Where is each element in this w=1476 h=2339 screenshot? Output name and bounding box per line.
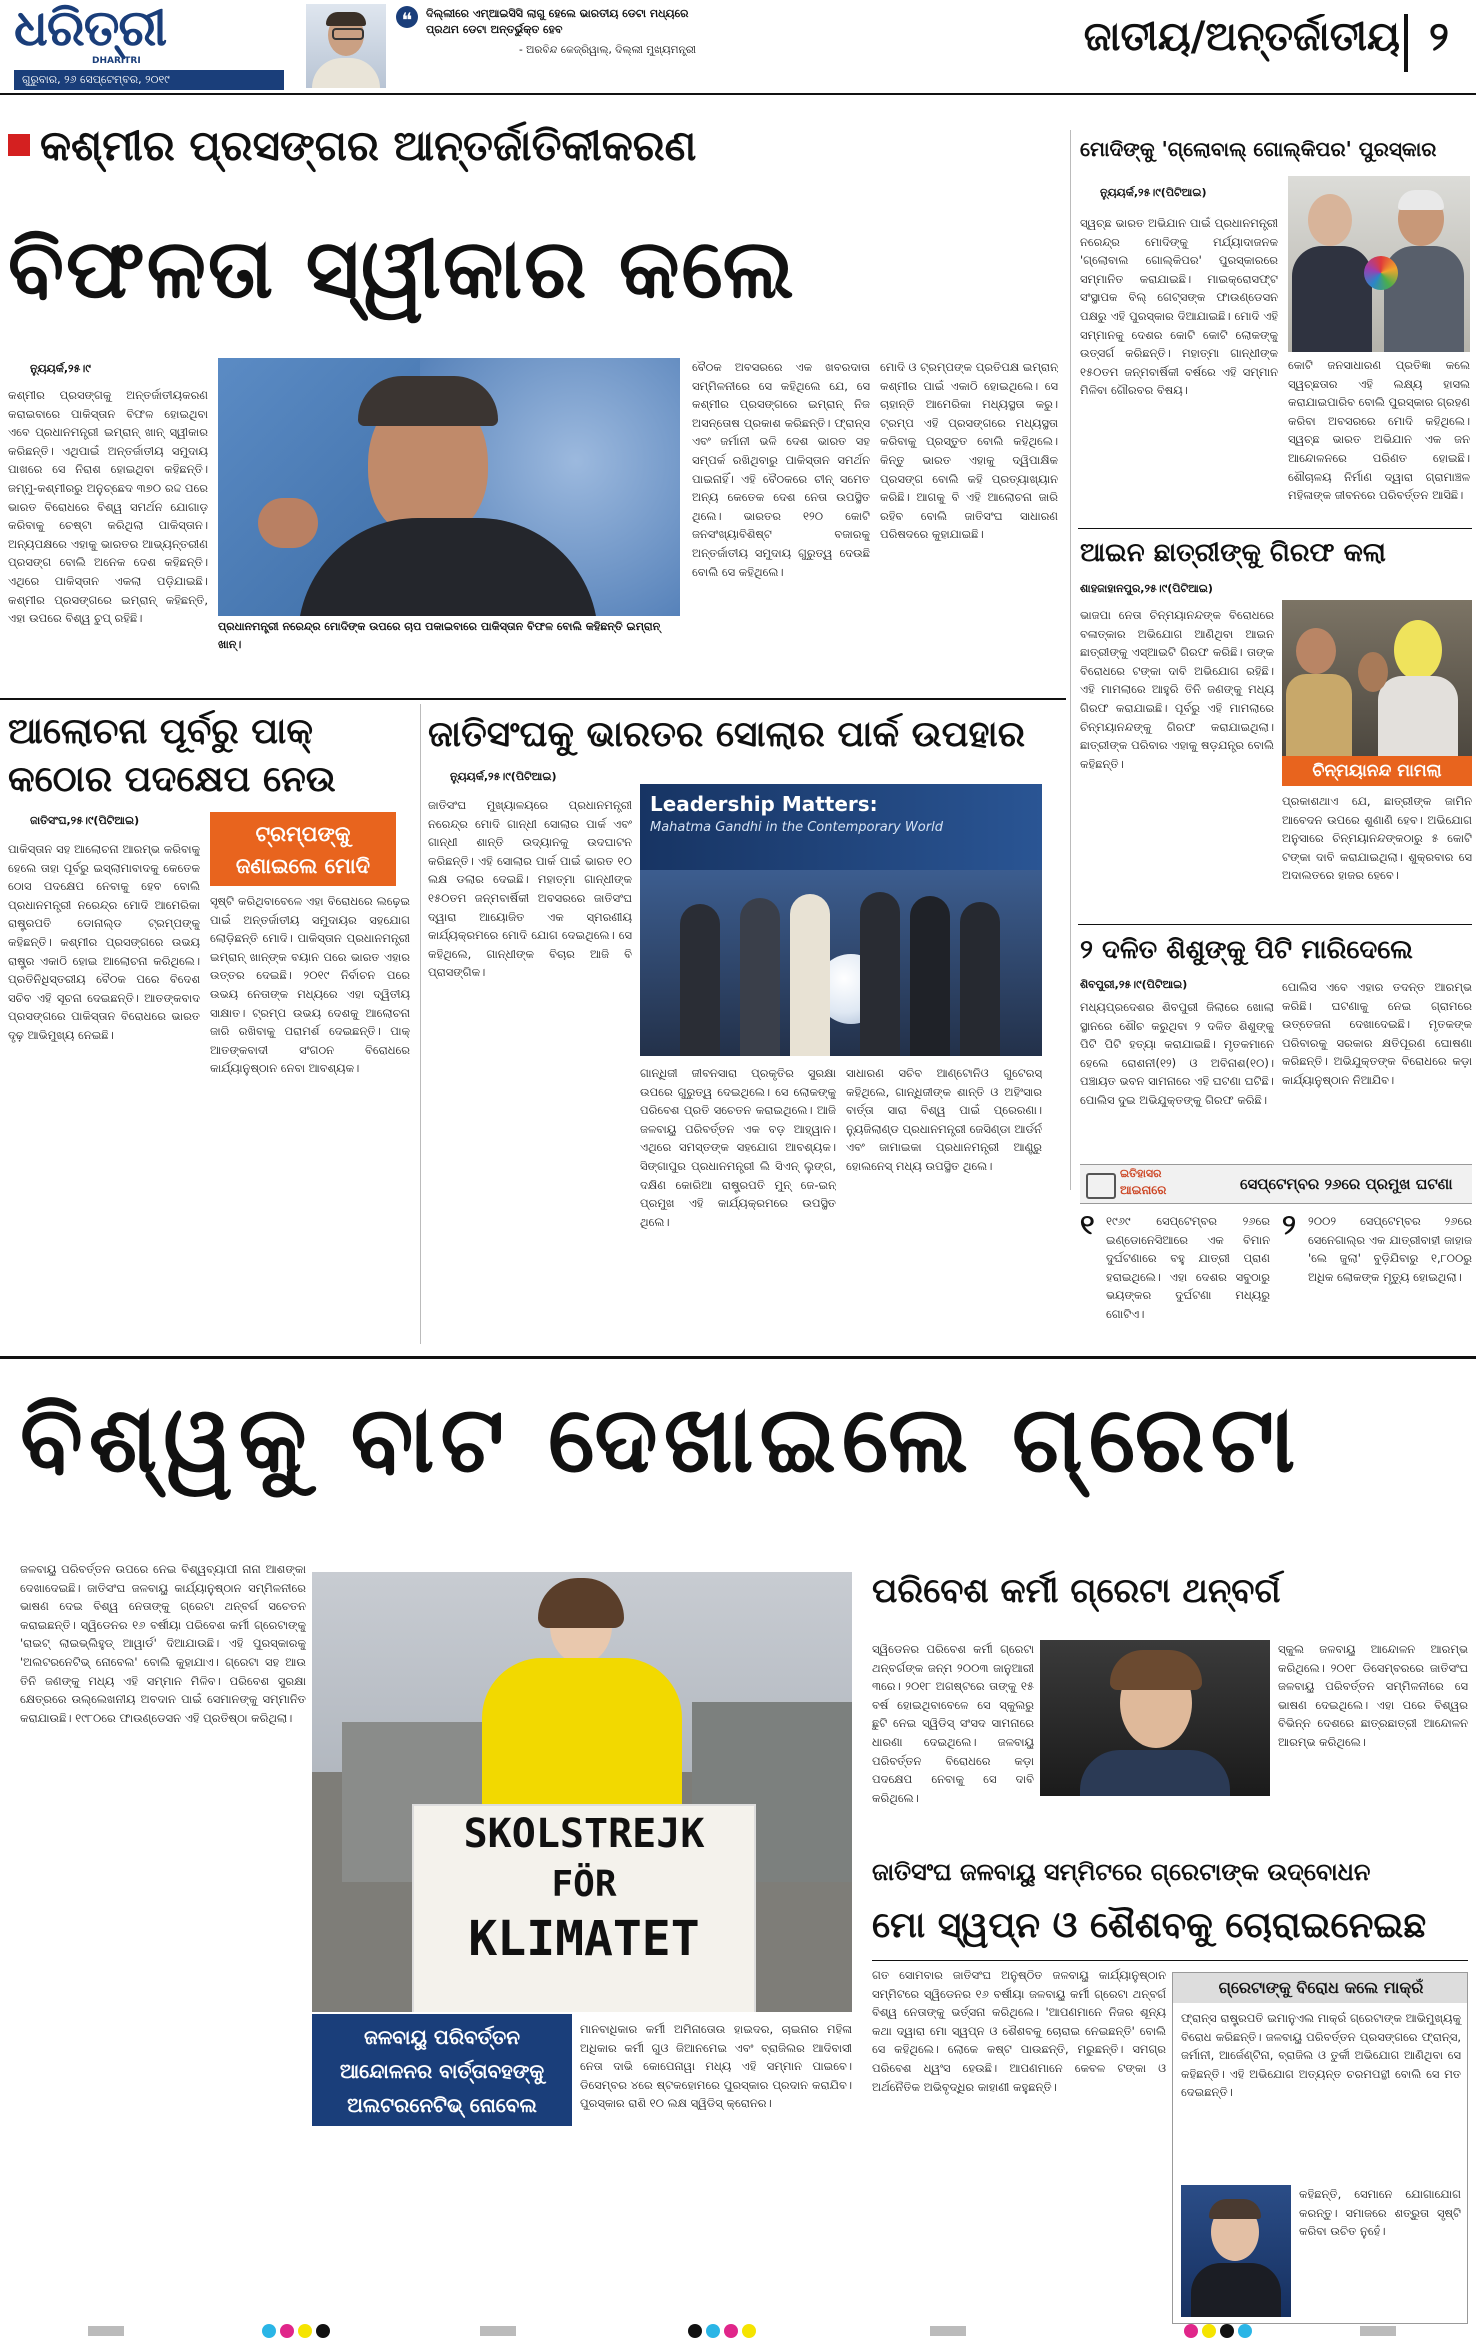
logo-text: ଧରିତ୍ରୀ	[14, 4, 167, 57]
masthead-logo[interactable]	[14, 4, 284, 66]
swami-tag-text: ଚିନ୍ମୟାନନ୍ଦ ମାମଲା	[1312, 761, 1442, 781]
history-title: ସେପ୍ଟେମ୍ବର ୨୬ରେ ପ୍ରମୁଖ ଘଟଣା	[1240, 1175, 1453, 1193]
solar-banner-line2: Mahatma Gandhi in the Contemporary World	[650, 820, 943, 835]
swami-dateline: ଶାହଜାହାନପୁର,୨୫।୯(ପିଟିଆଇ)	[1080, 582, 1213, 595]
right-column-divider	[1070, 130, 1071, 1190]
registration-marks	[0, 2322, 1476, 2339]
pak-dateline: ଜାତିସଂଘ,୨୫।୯(ପିଟିଆଇ)	[30, 814, 140, 827]
lead-kicker: କଶ୍ମୀର ପ୍ରସଙ୍ଗର ଆନ୍ତର୍ଜାତିକୀକରଣ	[40, 121, 697, 170]
greta-right-col2: ସ୍କୁଲ ଜଳବାୟୁ ଆନ୍ଦୋଳନ ଆରମ୍ଭ କରିଥିଲେ। ୨୦୧୮ ଡିସେମ୍ବରରେ ଜାତିସଂଘ ଜଳବାୟୁ ପରିବର୍ତ୍ତନ ସମ୍ମିଳନୀରେ ସେ ଭାଷଣ ଦେଇଥିଲେ। ଏହା ପରେ ବିଶ୍ୱର ବିଭିନ୍ନ ଦେଶରେ ଛାତ୍ରଛାତ୍ରୀ ଆନ୍ଦୋଳନ ଆରମ୍ଭ କରିଥିଲେ।	[1278, 1642, 1468, 1749]
strike-sign	[412, 1804, 756, 2012]
solar-headline: ଜାତିସଂଘକୁ ଭାରତର ସୋଲାର ପାର୍କ ଉପହାର	[428, 714, 1026, 755]
pak-headline-1: ଆଲୋଚନା ପୂର୍ବରୁ ପାକ୍	[8, 711, 313, 752]
greta-col-left: ଜଳବାୟୁ ପରିବର୍ତ୍ତନ ଉପରେ ନେଇ ବିଶ୍ୱବ୍ୟାପୀ ନାନା ଆଶଙ୍କା ଦେଖାଦେଇଛି। ଜାତିସଂଘ ଜଳବାୟୁ କାର୍ଯ୍ୟାନୁଷ୍ଠାନ ସମ୍ମିଳନୀରେ ଭାଷଣ ଦେଇ ବିଶ୍ୱ ନେତାଙ୍କୁ ଗ୍ରେଟା ଥନ୍‌ବର୍ଗ ସଚେତନ କରାଇଛନ୍ତି। ସ୍ୱିଡେନର ୧୬ ବର୍ଷୀୟା ପରିବେଶ କର୍ମୀ ଗ୍ରେଟାଙ୍କୁ 'ରାଇଟ୍ ଲାଇଭ୍ଲିହୁଡ୍ ଆୱାର୍ଡ' ଦିଆଯାଉଛି। ଏହି ପୁରସ୍କାରକୁ 'ଅଲଟରନେଟିଭ୍ ନୋବେଲ' ବୋଲି କୁହାଯାଏ। ଗ୍ରେଟା ସହ ଆଉ ତିନି ଜଣଙ୍କୁ ମଧ୍ୟ ଏହି ସମ୍ମାନ ମିଳିବ। ପରିବେଶ ସୁରକ୍ଷା କ୍ଷେତ୍ରରେ ଉଲ୍ଲେଖନୀୟ ଅବଦାନ ପାଇଁ ସେମାନଙ୍କୁ ସମ୍ମାନିତ କରାଯାଉଛି। ୧୯୮୦ରେ ଫାଉଣ୍ଡେସନ ଏହି ପ୍ରତିଷ୍ଠା କରିଥିଲା।	[20, 1562, 306, 1725]
gates-col1: ସ୍ୱଚ୍ଛ ଭାରତ ଅଭିଯାନ ପାଇଁ ପ୍ରଧାନମନ୍ତ୍ରୀ ନରେନ୍ଦ୍ର ମୋଦିଙ୍କୁ ମର୍ଯ୍ୟାଦାଜନକ 'ଗ୍ଲୋବାଲ ଗୋଲ୍‌କିପର' ପୁରସ୍କାରରେ ସମ୍ମାନିତ କରାଯାଇଛି। ମାଇକ୍ରୋସଫ୍ଟ ସଂସ୍ଥାପକ ବିଲ୍ ଗେଟ୍ସଙ୍କ ଫାଉଣ୍ଡେସନ ପକ୍ଷରୁ ଏହି ପୁରସ୍କାର ଦିଆଯାଇଛି। ମୋଦି ଏହି ସମ୍ମାନକୁ ଦେଶର କୋଟି କୋଟି ଲୋକଙ୍କୁ ଉତ୍ସର୍ଗ କରିଛନ୍ତି। ମହାତ୍ମା ଗାନ୍ଧୀଙ୍କ ୧୫୦ତମ ଜନ୍ମବାର୍ଷିକୀ ବର୍ଷରେ ଏହି ସମ୍ମାନ ମିଳିବା ଗୌରବର ବିଷୟ।	[1080, 216, 1278, 398]
quote-icon: ❝	[396, 6, 418, 28]
award-trophy	[1364, 256, 1398, 290]
pak-col1: ପାକିସ୍ତାନ ସହ ଆଲୋଚନା ଆରମ୍ଭ କରିବାକୁ ହେଲେ ତାହା ପୂର୍ବରୁ ଇସ୍‌ଲାମାବାଦକୁ କେତେକ ଠୋସ ପଦକ୍ଷେପ ନେବାକୁ ହେବ ବୋଲି ପ୍ରଧାନମନ୍ତ୍ରୀ ନରେନ୍ଦ୍ର ମୋଦି ଆମେରିକା ରାଷ୍ଟ୍ରପତି ଡୋନାଲ୍ଡ ଟ୍ରମ୍ପଙ୍କୁ କହିଛନ୍ତି। କଶ୍ମୀର ପ୍ରସଙ୍ଗରେ ଉଭୟ ରାଷ୍ଟ୍ର ଏକାଠି ହୋଇ ଆଲୋଚନା କରିଥିଲେ। ପ୍ରତିନିଧିସ୍ତରୀୟ ବୈଠକ ପରେ ବିଦେଶ ସଚିବ ଏହି ସୂଚନା ଦେଇଛନ୍ତି। ଆତଙ୍କବାଦ ପ୍ରସଙ୍ଗରେ ପାକିସ୍ତାନ ବିରୋଧରେ ଭାରତ ଦୃଢ଼ ଆଭିମୁଖ୍ୟ ନେଇଛି।	[8, 842, 200, 1042]
swami-tag	[1282, 756, 1472, 786]
dalit-col2: ପୋଲିସ ଏବେ ଏହାର ତଦନ୍ତ ଆରମ୍ଭ କରିଛି। ଘଟଣାକୁ ନେଇ ଗ୍ରାମରେ ଉତ୍ତେଜନା ଦେଖାଦେଇଛି। ମୃତକଙ୍କ ପରିବାରକୁ ସରକାର କ୍ଷତିପୂରଣ ଘୋଷଣା କରିଛନ୍ତି। ଅଭିଯୁକ୍ତଙ୍କ ବିରୋଧରେ କଡ଼ା କାର୍ଯ୍ୟାନୁଷ୍ଠାନ ନିଆଯିବ।	[1282, 980, 1472, 1087]
imran-photo	[218, 358, 680, 616]
solar-col2: ଗାନ୍ଧିଜୀ ଜୀବନସାରା ପ୍ରକୃତିର ସୁରକ୍ଷା ଉପରେ ଗୁରୁତ୍ୱ ଦେଇଥିଲେ। ସେ ଲୋକଙ୍କୁ ପରିବେଶ ପ୍ରତି ସଚେତନ କରାଇଥିଲେ। ଆଜି ଜଳବାୟୁ ପରିବର୍ତ୍ତନ ଏକ ବଡ଼ ଆହ୍ୱାନ। ଏଥିରେ ସମସ୍ତଙ୍କ ସହଯୋଗ ଆବଶ୍ୟକ। ସିଙ୍ଗାପୁର ପ୍ରଧାନମନ୍ତ୍ରୀ ଲି ସିଏନ୍ ଲୁଙ୍ଗ, ଦକ୍ଷିଣ କୋରିଆ ରାଷ୍ଟ୍ରପତି ମୁନ୍ ଜେ-ଇନ୍ ପ୍ରମୁଖ ଏହି କାର୍ଯ୍ୟକ୍ରମରେ ଉପସ୍ଥିତ ଥିଲେ।	[640, 1066, 836, 1229]
gates-bottom-rule	[1078, 528, 1472, 529]
gates-dateline: ନ୍ୟୁୟର୍କ,୨୫।୯(ପିଟିଆଇ)	[1100, 186, 1207, 199]
greta-sub1: ପରିବେଶ କର୍ମୀ ଗ୍ରେଟା ଥନ୍‌ବର୍ଗ	[872, 1571, 1281, 1611]
lead-col3: ମୋଦି ଓ ଟ୍ରମ୍ପଙ୍କ ପ୍ରତିପକ୍ଷ ଇମ୍ରାନ୍ କଶ୍ମୀର ପାଇଁ ଏକାଠି ହୋଇଥିଲେ। ସେ ଚାହାନ୍ତି ଆମେରିକା ମଧ୍ୟସ୍ଥତା କରୁ। ଟ୍ରମ୍ପ ଏହି ପ୍ରସଙ୍ଗରେ ମଧ୍ୟସ୍ଥତା କରିବାକୁ ପ୍ରସ୍ତୁତ ବୋଲି କହିଥିଲେ। କିନ୍ତୁ ଭାରତ ଏହାକୁ ଦ୍ୱିପାକ୍ଷିକ ପ୍ରସଙ୍ଗ ବୋଲି କହି ପ୍ରତ୍ୟାଖ୍ୟାନ କରିଛି। ଆଗକୁ ବି ଏହି ଆଲୋଚନା ଜାରି ରହିବ ବୋଲି ଜାତିସଂଘ ସାଧାରଣ ପରିଷଦରେ କୁହାଯାଇଛି।	[880, 360, 1058, 542]
greta-quote-rule	[872, 1960, 1468, 1961]
swami-col1: ଭାଜପା ନେତା ଚିନ୍ମୟାନନ୍ଦଙ୍କ ବିରୋଧରେ ବଳାତ୍କାର ଅଭିଯୋଗ ଆଣିଥିବା ଆଇନ ଛାତ୍ରୀଙ୍କୁ ଏସ୍‌ଆଇଟି ଗିରଫ କରିଛି। ତାଙ୍କ ବିରୋଧରେ ଟଙ୍କା ଦାବି ଅଭିଯୋଗ ରହିଛି। ଏହି ମାମଲାରେ ଆହୁରି ତିନି ଜଣଙ୍କୁ ମଧ୍ୟ ଗିରଫ କରାଯାଇଛି। ପୂର୍ବରୁ ଏହି ମାମଲାରେ ଚିନ୍ମୟାନନ୍ଦଙ୍କୁ ଗିରଫ କରାଯାଇଥିଲା। ଛାତ୍ରୀଙ୍କ ପରିବାର ଏହାକୁ ଷଡ଼ଯନ୍ତ୍ର ବୋଲି କହିଛନ୍ତି।	[1080, 608, 1274, 771]
page-number: ୨	[1429, 14, 1449, 60]
section-divider	[1404, 14, 1408, 72]
greta-top-rule	[0, 1356, 1476, 1359]
macron-box	[1172, 1972, 1468, 2324]
masthead-date-bar	[14, 70, 284, 90]
sign-line3: KLIMATET	[468, 1911, 700, 1967]
macron-text: ଫ୍ରାନ୍ସ ରାଷ୍ଟ୍ରପତି ଇମାନୁଏଲ ମାକ୍ରଁ ଗ୍ରେଟାଙ୍କ ଆଭିମୁଖ୍ୟକୁ ବିରୋଧ କରିଛନ୍ତି। ଜଳବାୟୁ ପରିବର୍ତ୍ତନ ପ୍ରସଙ୍ଗରେ ଫ୍ରାନ୍ସ, ଜର୍ମାନୀ, ଆର୍ଜେଣ୍ଟିନା, ବ୍ରାଜିଲ ଓ ତୁର୍କୀ ଅଭିଯୋଗ ଆଣିଥିବା ସେ କହିଛନ୍ତି। ଏହି ଅଭିଯୋଗ ଅତ୍ୟନ୍ତ ଚରମପନ୍ଥୀ ବୋଲି ସେ ମତ ଦେଇଛନ୍ତି।	[1181, 2011, 1461, 2100]
kejriwal-photo	[306, 4, 386, 88]
dalit-headline: ୨ ଦଳିତ ଶିଶୁଙ୍କୁ ପିଟି ମାରିଦେଲେ	[1080, 935, 1413, 965]
issue-date: ଗୁରୁବାର, ୨୬ ସେପ୍ଟେମ୍ବର, ୨୦୧୯	[22, 73, 170, 86]
history-label-bottom: ଆଇନାରେ	[1120, 1183, 1167, 1197]
history-item2	[1282, 1210, 1472, 1350]
swami-headline: ଆଇନ ଛାତ୍ରୀଙ୍କୁ ଗିରଫ କଲା	[1080, 538, 1386, 568]
law-student-photo	[1282, 600, 1472, 762]
solar-col1: ଜାତିସଂଘ ମୁଖ୍ୟାଳୟରେ ପ୍ରଧାନମନ୍ତ୍ରୀ ନରେନ୍ଦ୍ର ମୋଦି ଗାନ୍ଧୀ ସୋଲାର ପାର୍କ ଏବଂ ଗାନ୍ଧୀ ଶାନ୍ତି ଉଦ୍ୟାନକୁ ଉଦଘାଟନ କରିଛନ୍ତି। ଏହି ସୋଲାର ପାର୍କ ପାଇଁ ଭାରତ ୧୦ ଲକ୍ଷ ଡଲାର ଦେଇଛି। ମହାତ୍ମା ଗାନ୍ଧୀଙ୍କ ୧୫୦ତମ ଜନ୍ମବାର୍ଷିକୀ ଅବସରରେ ଜାତିସଂଘ ଦ୍ୱାରା ଆୟୋଜିତ ଏକ ସ୍ମରଣୀୟ କାର୍ଯ୍ୟକ୍ରମରେ ମୋଦି ଯୋଗ ଦେଇଥିଲେ। ସେ କହିଥିଲେ, ଗାନ୍ଧୀଙ୍କ ବିଚାର ଆଜି ବି ପ୍ରାସଙ୍ଗିକ।	[428, 798, 632, 980]
history-item1-text: ୧୯୬୯ ସେପ୍ଟେମ୍ବର ୨୬ରେ ଇଣ୍ଡୋନେସିଆରେ ଏକ ବିମାନ ଦୁର୍ଘଟଣାରେ ବହୁ ଯାତ୍ରୀ ପ୍ରାଣ ହରାଇଥିଲେ। ଏହା ଦେଶର ସବୁଠାରୁ ଭୟଙ୍କର ଦୁର୍ଘଟଣା ମଧ୍ୟରୁ ଗୋଟିଏ।	[1106, 1214, 1270, 1321]
gates-col2: କୋଟି ଜନସାଧାରଣ ପ୍ରତିଜ୍ଞା କଲେ ସ୍ୱଚ୍ଛତାର ଏହି ଲକ୍ଷ୍ୟ ହାସଲ କରାଯାଇପାରିବ ବୋଲି ପୁରସ୍କାର ଗ୍ରହଣ କରିବା ଅବସରରେ ମୋଦି କହିଥିଲେ। ସ୍ୱଚ୍ଛ ଭାରତ ଅଭିଯାନ ଏକ ଜନ ଆନ୍ଦୋଳନରେ ପରିଣତ ହୋଇଛି। ଶୌଚାଳୟ ନିର୍ମାଣ ଦ୍ୱାରା ଗ୍ରାମାଞ୍ଚଳ ମହିଳାଙ୍କ ଜୀବନରେ ପରିବର୍ତ୍ତନ ଆସିଛି।	[1288, 358, 1470, 503]
gates-kicker: ମୋଦିଙ୍କୁ 'ଗ୍ଲୋବାଲ୍ ଗୋଲ୍‌କିପର' ପୁରସ୍କାର	[1080, 137, 1437, 161]
history-icon	[1086, 1173, 1116, 1199]
sign-line1: SKOLSTREJK	[463, 1811, 705, 1857]
greta-sub3: ମୋ ସ୍ୱପ୍ନ ଓ ଶୈଶବକୁ ଚୋରାଇନେଇଛ	[872, 1905, 1427, 1946]
macron-title: ଗ୍ରେଟାଙ୍କୁ ବିରୋଧ କଲେ ମାକ୍ରଁ	[1173, 1973, 1468, 2003]
macron-text2: କହିଛନ୍ତି, ସେମାନେ ଯୋଗାଯୋଗ କରନ୍ତୁ। ସମାଜରେ ଶତ୍ରୁତା ସୃଷ୍ଟି କରିବା ଉଚିତ ନୁହେଁ।	[1299, 2187, 1461, 2239]
solar-col3: ସାଧାରଣ ସଚିବ ଆଣ୍ଟୋନିଓ ଗୁଟେରସ୍ କହିଥିଲେ, ଗାନ୍ଧିଜୀଙ୍କ ଶାନ୍ତି ଓ ଅହିଂସାର ବାର୍ତ୍ତା ସାରା ବିଶ୍ୱ ପାଇଁ ପ୍ରେରଣା। ନ୍ୟୁଜିଲାଣ୍ଡ ପ୍ରଧାନମନ୍ତ୍ରୀ ଜେସିଣ୍ଡା ଆର୍ଡର୍ନ ଏବଂ ଜାମାଇକା ପ୍ରଧାନମନ୍ତ୍ରୀ ଆଣ୍ଡ୍ରୁ ହୋଲନେସ୍ ମଧ୍ୟ ଉପସ୍ଥିତ ଥିଲେ।	[846, 1066, 1042, 1173]
quote-author: - ଅରବିନ୍ଦ କେଜ୍ରିୱାଲ୍, ଦିଲ୍ଲୀ ମୁଖ୍ୟମନ୍ତ୍ରୀ	[519, 44, 696, 56]
solar-banner-line1: Leadership Matters:	[650, 792, 878, 816]
greta-quote-col: ଗତ ସୋମବାର ଜାତିସଂଘ ଅନୁଷ୍ଠିତ ଜଳବାୟୁ କାର୍ଯ୍ୟାନୁଷ୍ଠାନ ସମ୍ମିଟରେ ସ୍ୱିଡେନର ୧୬ ବର୍ଷୀୟା ଜଳବାୟୁ କର୍ମୀ ଗ୍ରେଟା ଥନ୍‌ବର୍ଗ ବିଶ୍ୱ ନେତାଙ୍କୁ ଭର୍ତ୍ସନା କରିଥିଲେ। 'ଆପଣମାନେ ନିଜର ଶୂନ୍ୟ କଥା ଦ୍ୱାରା ମୋ ସ୍ୱପ୍ନ ଓ ଶୈଶବକୁ ଚୋରାଇ ନେଇଛନ୍ତି' ବୋଲି ସେ କହିଥିଲେ। ଲୋକେ କଷ୍ଟ ପାଉଛନ୍ତି, ମରୁଛନ୍ତି। ସମଗ୍ର ପରିବେଶ ଧ୍ୱଂସ ହେଉଛି। ଆପଣମାନେ କେବଳ ଟଙ୍କା ଓ ଅର୍ଥନୈତିକ ଅଭିବୃଦ୍ଧିର କାହାଣୀ କହୁଛନ୍ତି।	[872, 1968, 1166, 2094]
lead-dateline: ନ୍ୟୁୟର୍କ,୨୫।୯	[30, 362, 91, 375]
lead-kicker-box	[8, 134, 30, 156]
greta-headline: ବିଶ୍ୱକୁ ବାଟ ଦେଖାଇଲେ ଗ୍ରେଟା	[20, 1386, 1302, 1493]
masthead-quote	[426, 6, 696, 86]
pak-box	[210, 812, 396, 886]
lead-headline: ବିଫଳତା ସ୍ୱୀକାର କଲେ	[8, 222, 796, 317]
greta-photo	[312, 1572, 852, 2012]
history-item2-number: ୨	[1282, 1210, 1296, 1241]
masthead-rule	[0, 93, 1476, 95]
solar-photo	[640, 784, 1042, 1056]
history-box	[1080, 1164, 1472, 1204]
solar-dateline: ନ୍ୟୁୟର୍କ,୨୫।୯(ପିଟିଆଇ)	[450, 770, 557, 783]
macron-photo	[1181, 2185, 1291, 2317]
pak-headline-2: କଠୋର ପଦକ୍ଷେପ ନେଉ	[8, 759, 336, 800]
pak-box-title: ଟ୍ରମ୍ପଙ୍କୁ ଜଣାଇଲେ ମୋଦି	[235, 822, 371, 878]
greta-right-col1: ସ୍ୱିଡେନର ପରିବେଶ କର୍ମୀ ଗ୍ରେଟା ଥନ୍‌ବର୍ଗଙ୍କ ଜନ୍ମ ୨୦୦୩ ଜାନୁଆରୀ ୩ରେ। ୨୦୧୮ ଅଗଷ୍ଟରେ ତାଙ୍କୁ ୧୫ ବର୍ଷ ହୋଇଥିବାବେଳେ ସେ ସ୍କୁଲରୁ ଛୁଟି ନେଇ ସ୍ୱିଡିସ୍ ସଂସଦ ସାମନାରେ ଧାରଣା ଦେଇଥିଲେ। ଜଳବାୟୁ ପରିବର୍ତ୍ତନ ବିରୋଧରେ କଡ଼ା ପଦକ୍ଷେପ ନେବାକୁ ସେ ଦାବି କରିଥିଲେ।	[872, 1642, 1034, 1805]
swami-bottom-rule	[1078, 924, 1472, 925]
pak-solar-divider	[420, 704, 421, 1344]
logo-subtext: DHARITRI	[92, 56, 141, 66]
history-item1-number: ୧	[1080, 1210, 1095, 1241]
greta-portrait	[1040, 1640, 1270, 1796]
swami-col2: ପ୍ରକାଶଥାଏ ଯେ, ଛାତ୍ରୀଙ୍କ ଜାମିନ ଆବେଦନ ଉପରେ ଶୁଣାଣି ହେବ। ଅଭିଯୋଗ ଅନୁସାରେ ଚିନ୍ମୟାନନ୍ଦଙ୍କଠାରୁ ୫ କୋଟି ଟଙ୍କା ଦାବି କରାଯାଇଥିଲା। ଶୁକ୍ରବାର ସେ ଅଦାଲତରେ ହାଜର ହେବେ।	[1282, 794, 1472, 883]
history-item1	[1080, 1210, 1270, 1350]
greta-col-mid: ମାନବାଧିକାର କର୍ମୀ ଅମିନାତୋଉ ହାଇଦର, ଚାଇନାର ମହିଳା ଅଧିକାର କର୍ମୀ ଗୁଓ ଜିଆନମେଇ ଏବଂ ବ୍ରାଜିଲର ଆଦିବାସୀ ନେତା ଦାଭି କୋପେନାୱା ମଧ୍ୟ ଏହି ସମ୍ମାନ ପାଇବେ। ଡିସେମ୍ବର ୪ରେ ଷ୍ଟକହୋମରେ ପୁରସ୍କାର ପ୍ରଦାନ କରାଯିବ। ପୁରସ୍କାର ରାଶି ୧୦ ଲକ୍ଷ ସ୍ୱିଡିସ୍ କ୍ରୋନର।	[580, 2022, 852, 2111]
lead-photo-caption: ପ୍ରଧାନମନ୍ତ୍ରୀ ନରେନ୍ଦ୍ର ମୋଦିଙ୍କ ଉପରେ ଚାପ ପକାଇବାରେ ପାକିସ୍ତାନ ବିଫଳ ବୋଲି କହିଛନ୍ତି ଇମ୍ରାନ୍ ଖାନ୍।	[218, 620, 661, 651]
pak-col2: ସୃଷ୍ଟି କରିଥିବାବେଳେ ଏହା ବିରୋଧରେ ଲଢ଼େଇ ପାଇଁ ଅନ୍ତର୍ଜାତୀୟ ସମୁଦାୟର ସହଯୋଗ ଲୋଡ଼ିଛନ୍ତି ମୋଦି। ପାକିସ୍ତାନ ପ୍ରଧାନମନ୍ତ୍ରୀ ଇମ୍ରାନ୍ ଖାନ୍‌ଙ୍କ ବୟାନ ପରେ ଭାରତ ଏହାର ଉତ୍ତର ଦେଇଛି। ୨୦୧୯ ନିର୍ବାଚନ ପରେ ଉଭୟ ନେତାଙ୍କ ମଧ୍ୟରେ ଏହା ଦ୍ୱିତୀୟ ସାକ୍ଷାତ। ଟ୍ରମ୍ପ ଉଭୟ ଦେଶକୁ ଆଲୋଚନା ଜାରି ରଖିବାକୁ ପରାମର୍ଶ ଦେଇଛନ୍ତି। ପାକ୍ ଆତଙ୍କବାଦୀ ସଂଗଠନ ବିରୋଧରେ କାର୍ଯ୍ୟାନୁଷ୍ଠାନ ନେବା ଆବଶ୍ୟକ।	[210, 894, 410, 1076]
dalit-dateline: ଶିବପୁରୀ,୨୫।୯(ପିଟିଆଇ)	[1080, 978, 1188, 991]
history-label-top: ଇତିହାସର	[1120, 1167, 1162, 1180]
greta-award-box	[312, 2014, 572, 2126]
greta-sub2: ଜାତିସଂଘ ଜଳବାୟୁ ସମ୍ମିଟରେ ଗ୍ରେଟାଙ୍କ ଉଦ୍‌ବୋଧନ	[872, 1858, 1371, 1886]
lead-col2: ବୈଠକ ଅବସରରେ ଏକ ଖବରଦାତା ସମ୍ମିଳନୀରେ ସେ କହିଥିଲେ ଯେ, ସେ କଶ୍ମୀର ପ୍ରସଙ୍ଗରେ ଇମ୍ରାନ୍ ନିଜ ଅସନ୍ତୋଷ ପ୍ରକାଶ କରିଛନ୍ତି। ଫ୍ରାନ୍ସ ଏବଂ ଜର୍ମାନୀ ଭଳି ଦେଶ ଭାରତ ସହ ସମ୍ପର୍କ ରଖିଥିବାରୁ ପାକିସ୍ତାନ ସମର୍ଥନ ପାଇନାହିଁ। ଏହି ବୈଠକରେ ଚୀନ୍ ସମେତ ଅନ୍ୟ କେତେକ ଦେଶ ନେତା ଉପସ୍ଥିତ ଥିଲେ। ଭାରତର ୧୨୦ କୋଟି ଜନସଂଖ୍ୟାବିଶିଷ୍ଟ ବଜାରକୁ ଅନ୍ତର୍ଜାତୀୟ ସମୁଦାୟ ଗୁରୁତ୍ୱ ଦେଉଛି ବୋଲି ସେ କହିଥିଲେ।	[692, 360, 870, 579]
quote-text: ଦିଲ୍ଲୀରେ ଏମ୍‌ଆଇସିସି ଲାଗୁ ହେଲେ ଭାରତୀୟ ଡେଟା ମଧ୍ୟରେ ପ୍ରଥମ ଡେଟା ଅନ୍ତର୍ଭୁକ୍ତ ହେବ	[426, 7, 689, 36]
lead-bottom-rule	[0, 698, 1066, 700]
sign-line2: FÖR	[551, 1864, 617, 1905]
masthead	[0, 0, 1476, 92]
greta-award-title: ଜଳବାୟୁ ପରିବର୍ତ୍ତନ ଆନ୍ଦୋଳନର ବାର୍ତ୍ତାବହଙ୍କୁ ଅଲଟରନେଟିଭ୍ ନୋବେଲ	[339, 2025, 545, 2117]
history-item2-text: ୨୦୦୨ ସେପ୍ଟେମ୍ବର ୨୬ରେ ସେନେଗାଲ୍‌ର ଏକ ଯାତ୍ରୀବାହୀ ଜାହାଜ 'ଲେ ଜୁଲା' ବୁଡ଼ିଯିବାରୁ ୧,୮୦୦ରୁ ଅଧିକ ଲୋକଙ୍କ ମୃତ୍ୟୁ ହୋଇଥିଲା।	[1308, 1214, 1472, 1284]
modi-gates-photo	[1288, 176, 1470, 352]
lead-col1: କଶ୍ମୀର ପ୍ରସଙ୍ଗକୁ ଅନ୍ତର୍ଜାତୀୟକରଣ କରାଇବାରେ ପାକିସ୍ତାନ ବିଫଳ ହୋଇଥିବା ଏବେ ପ୍ରଧାନମନ୍ତ୍ରୀ ଇମ୍ରାନ୍ ଖାନ୍ ସ୍ୱୀକାର କରିଛନ୍ତି। ଏଥିପାଇଁ ଅନ୍ତର୍ଜାତୀୟ ସମୁଦାୟ ପାଖରେ ସେ ନିରାଶ ହୋଇଥିବା କହିଛନ୍ତି। ଜମ୍ମୁ-କଶ୍ମୀରରୁ ଅନୁଚ୍ଛେଦ ୩୭୦ ରଦ୍ଦ ପରେ ଭାରତ ବିରୋଧରେ ବିଶ୍ୱ ସମର୍ଥନ ଯୋଗାଡ଼ କରିବାକୁ ଚେଷ୍ଟା କରିଥିଲା ପାକିସ୍ତାନ। ଅନ୍ୟପକ୍ଷରେ ଏହାକୁ ଭାରତର ଆଭ୍ୟନ୍ତରୀଣ ପ୍ରସଙ୍ଗ ବୋଲି ଅନେକ ଦେଶ କହିଛନ୍ତି। ଏଥିରେ ପାକିସ୍ତାନ ଏକଲା ପଡ଼ିଯାଇଛି। କଶ୍ମୀର ପ୍ରସଙ୍ଗରେ ଇମ୍ରାନ୍ କହିଛନ୍ତି, ଏହା ଉପରେ ବିଶ୍ୱ ଚୁପ୍ ରହିଛି।	[8, 388, 208, 626]
dalit-col1: ମଧ୍ୟପ୍ରଦେଶର ଶିବପୁରୀ ଜିଲାରେ ଖୋଲା ସ୍ଥାନରେ ଶୌଚ କରୁଥିବା ୨ ଦଳିତ ଶିଶୁଙ୍କୁ ପିଟି ପିଟି ହତ୍ୟା କରାଯାଇଛି। ମୃତକମାନେ ହେଲେ ରୋଶନୀ(୧୨) ଓ ଅବିନାଶ(୧୦)। ପଞ୍ଚାୟତ ଭବନ ସାମନାରେ ଏହି ଘଟଣା ଘଟିଛି। ପୋଲିସ ଦୁଇ ଅଭିଯୁକ୍ତଙ୍କୁ ଗିରଫ କରିଛି।	[1080, 1000, 1274, 1107]
section-title: ଜାତୀୟ/ଅନ୍ତର୍ଜାତୀୟ	[1083, 14, 1400, 60]
